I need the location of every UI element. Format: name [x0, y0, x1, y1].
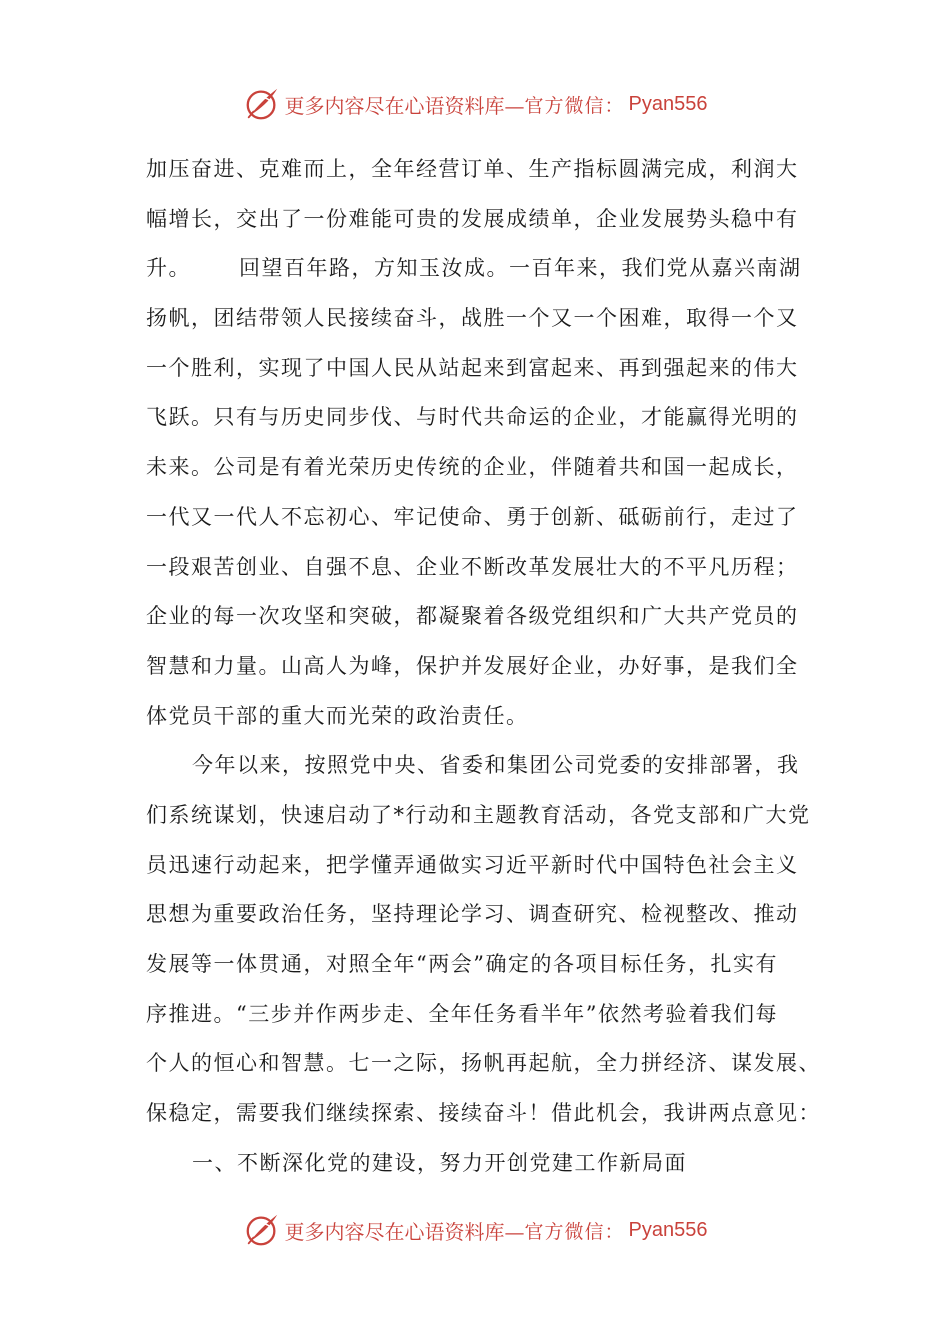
text-line: 加压奋进、克难而上，全年经营订单、生产指标圆满完成，利润大: [146, 157, 799, 181]
quill-pen-icon: [243, 1211, 281, 1249]
wechat-id: Pyan556: [628, 1218, 708, 1241]
header-watermark-banner: [0, 84, 950, 124]
text-line: 发展等一体贯通，对照全年“两会”确定的各项目标任务，扎实有: [146, 952, 778, 976]
text-line: 未来。公司是有着光荣历史传统的企业，伴随着共和国一起成长，: [146, 455, 799, 480]
text-line-mixed: [146, 244, 826, 294]
text-line: 企业的每一次攻坚和突破，都凝聚着各级党组织和广大共产党员的: [146, 604, 799, 629]
quill-pen-icon: [243, 85, 281, 123]
section-heading: 一、不断深化党的建设，努力开创党建工作新局面: [192, 1150, 687, 1175]
text-line: 智慧和力量。山高人为峰，保护并发展好企业，办好事，是我们全: [146, 653, 799, 678]
text-line: 扬帆，团结带领人民接续奋斗，战胜一个又一个困难，取得一个又: [146, 306, 799, 331]
footer-watermark-banner: [0, 1210, 950, 1250]
text-line: 个人的恒心和智慧。七一之际，扬帆再起航，全力拼经济、谋发展、: [146, 1051, 821, 1076]
text-line-paragraph-start: 今年以来，按照党中央、省委和集团公司党委的安排部署，我: [192, 753, 800, 778]
wechat-id: Pyan556: [628, 92, 708, 115]
text-line: 飞跃。只有与历史同步伐、与时代共命运的企业，才能赢得光明的: [146, 405, 799, 430]
text-line: 幅增长，交出了一份难能可贵的发展成绩单，企业发展势头稳中有: [146, 206, 799, 231]
text-line: 一个胜利，实现了中国人民从站起来到富起来、再到强起来的伟大: [146, 355, 799, 380]
text-line: 保稳定，需要我们继续探索、接续奋斗！借此机会，我讲两点意见：: [146, 1101, 821, 1126]
paragraph-start-text: 回望百年路，方知玉汝成。一百年来，我们党从嘉兴南湖: [239, 256, 802, 281]
text-line: 体党员干部的重大而光荣的政治责任。: [146, 703, 529, 728]
site-name-text: 更多内容尽在心语资料库—: [284, 93, 525, 118]
wechat-label: 官方微信：: [524, 94, 625, 117]
text-line: 一代又一代人不忘初心、牢记使命、勇于创新、砥砺前行，走过了: [146, 504, 799, 529]
paragraph-end-text: 升。: [146, 256, 191, 281]
text-line: 序推进。“三步并作两步走、全年任务看半年”依然考验着我们每: [146, 1001, 778, 1026]
wechat-label: 官方微信：: [524, 1220, 625, 1243]
text-line: 们系统谋划，快速启动了*行动和主题教育活动，各党支部和广大党: [146, 802, 811, 827]
site-name-text: 更多内容尽在心语资料库—: [284, 1219, 525, 1244]
document-body: [146, 145, 826, 1188]
text-line: 一段艰苦创业、自强不息、企业不断改革发展壮大的不平凡历程；: [146, 554, 799, 579]
text-line: 员迅速行动起来，把学懂弄通做实习近平新时代中国特色社会主义: [146, 852, 799, 877]
text-line: 思想为重要政治任务，坚持理论学习、调查研究、检视整改、推动: [146, 902, 799, 927]
